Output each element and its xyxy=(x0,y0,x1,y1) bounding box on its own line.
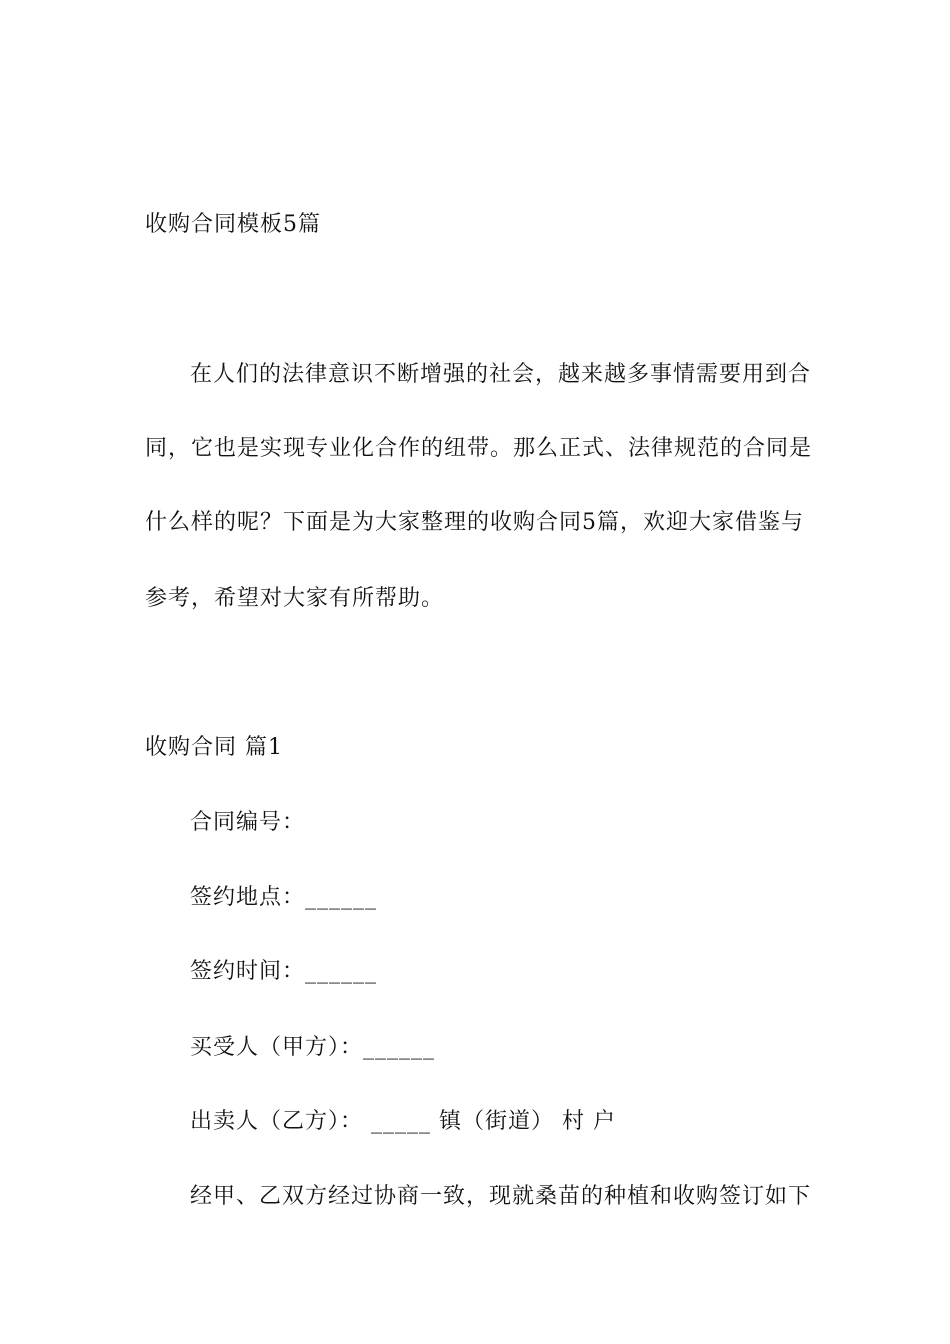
field-signing-time: 签约时间：______ xyxy=(190,959,378,984)
field-buyer: 买受人（甲方）：______ xyxy=(190,1035,436,1060)
intro-line-3: 什么样的呢？下面是为大家整理的收购合同5篇，欢迎大家借鉴与 xyxy=(145,510,804,535)
document-title: 收购合同模板5篇 xyxy=(145,212,321,237)
intro-line-1: 在人们的法律意识不断增强的社会，越来越多事情需要用到合 xyxy=(190,362,812,387)
field-signing-place: 签约地点：______ xyxy=(190,885,378,910)
section-heading: 收购合同 篇1 xyxy=(145,735,283,760)
field-seller: 出卖人（乙方）： _____ 镇（街道） 村 户 xyxy=(190,1109,616,1134)
intro-line-4: 参考，希望对大家有所帮助。 xyxy=(145,586,445,611)
field-contract-number: 合同编号： xyxy=(190,810,306,835)
body-line: 经甲、乙双方经过协商一致，现就桑苗的种植和收购签订如下 xyxy=(190,1184,812,1209)
intro-line-2: 同，它也是实现专业化合作的纽带。那么正式、法律规范的合同是 xyxy=(145,436,813,461)
